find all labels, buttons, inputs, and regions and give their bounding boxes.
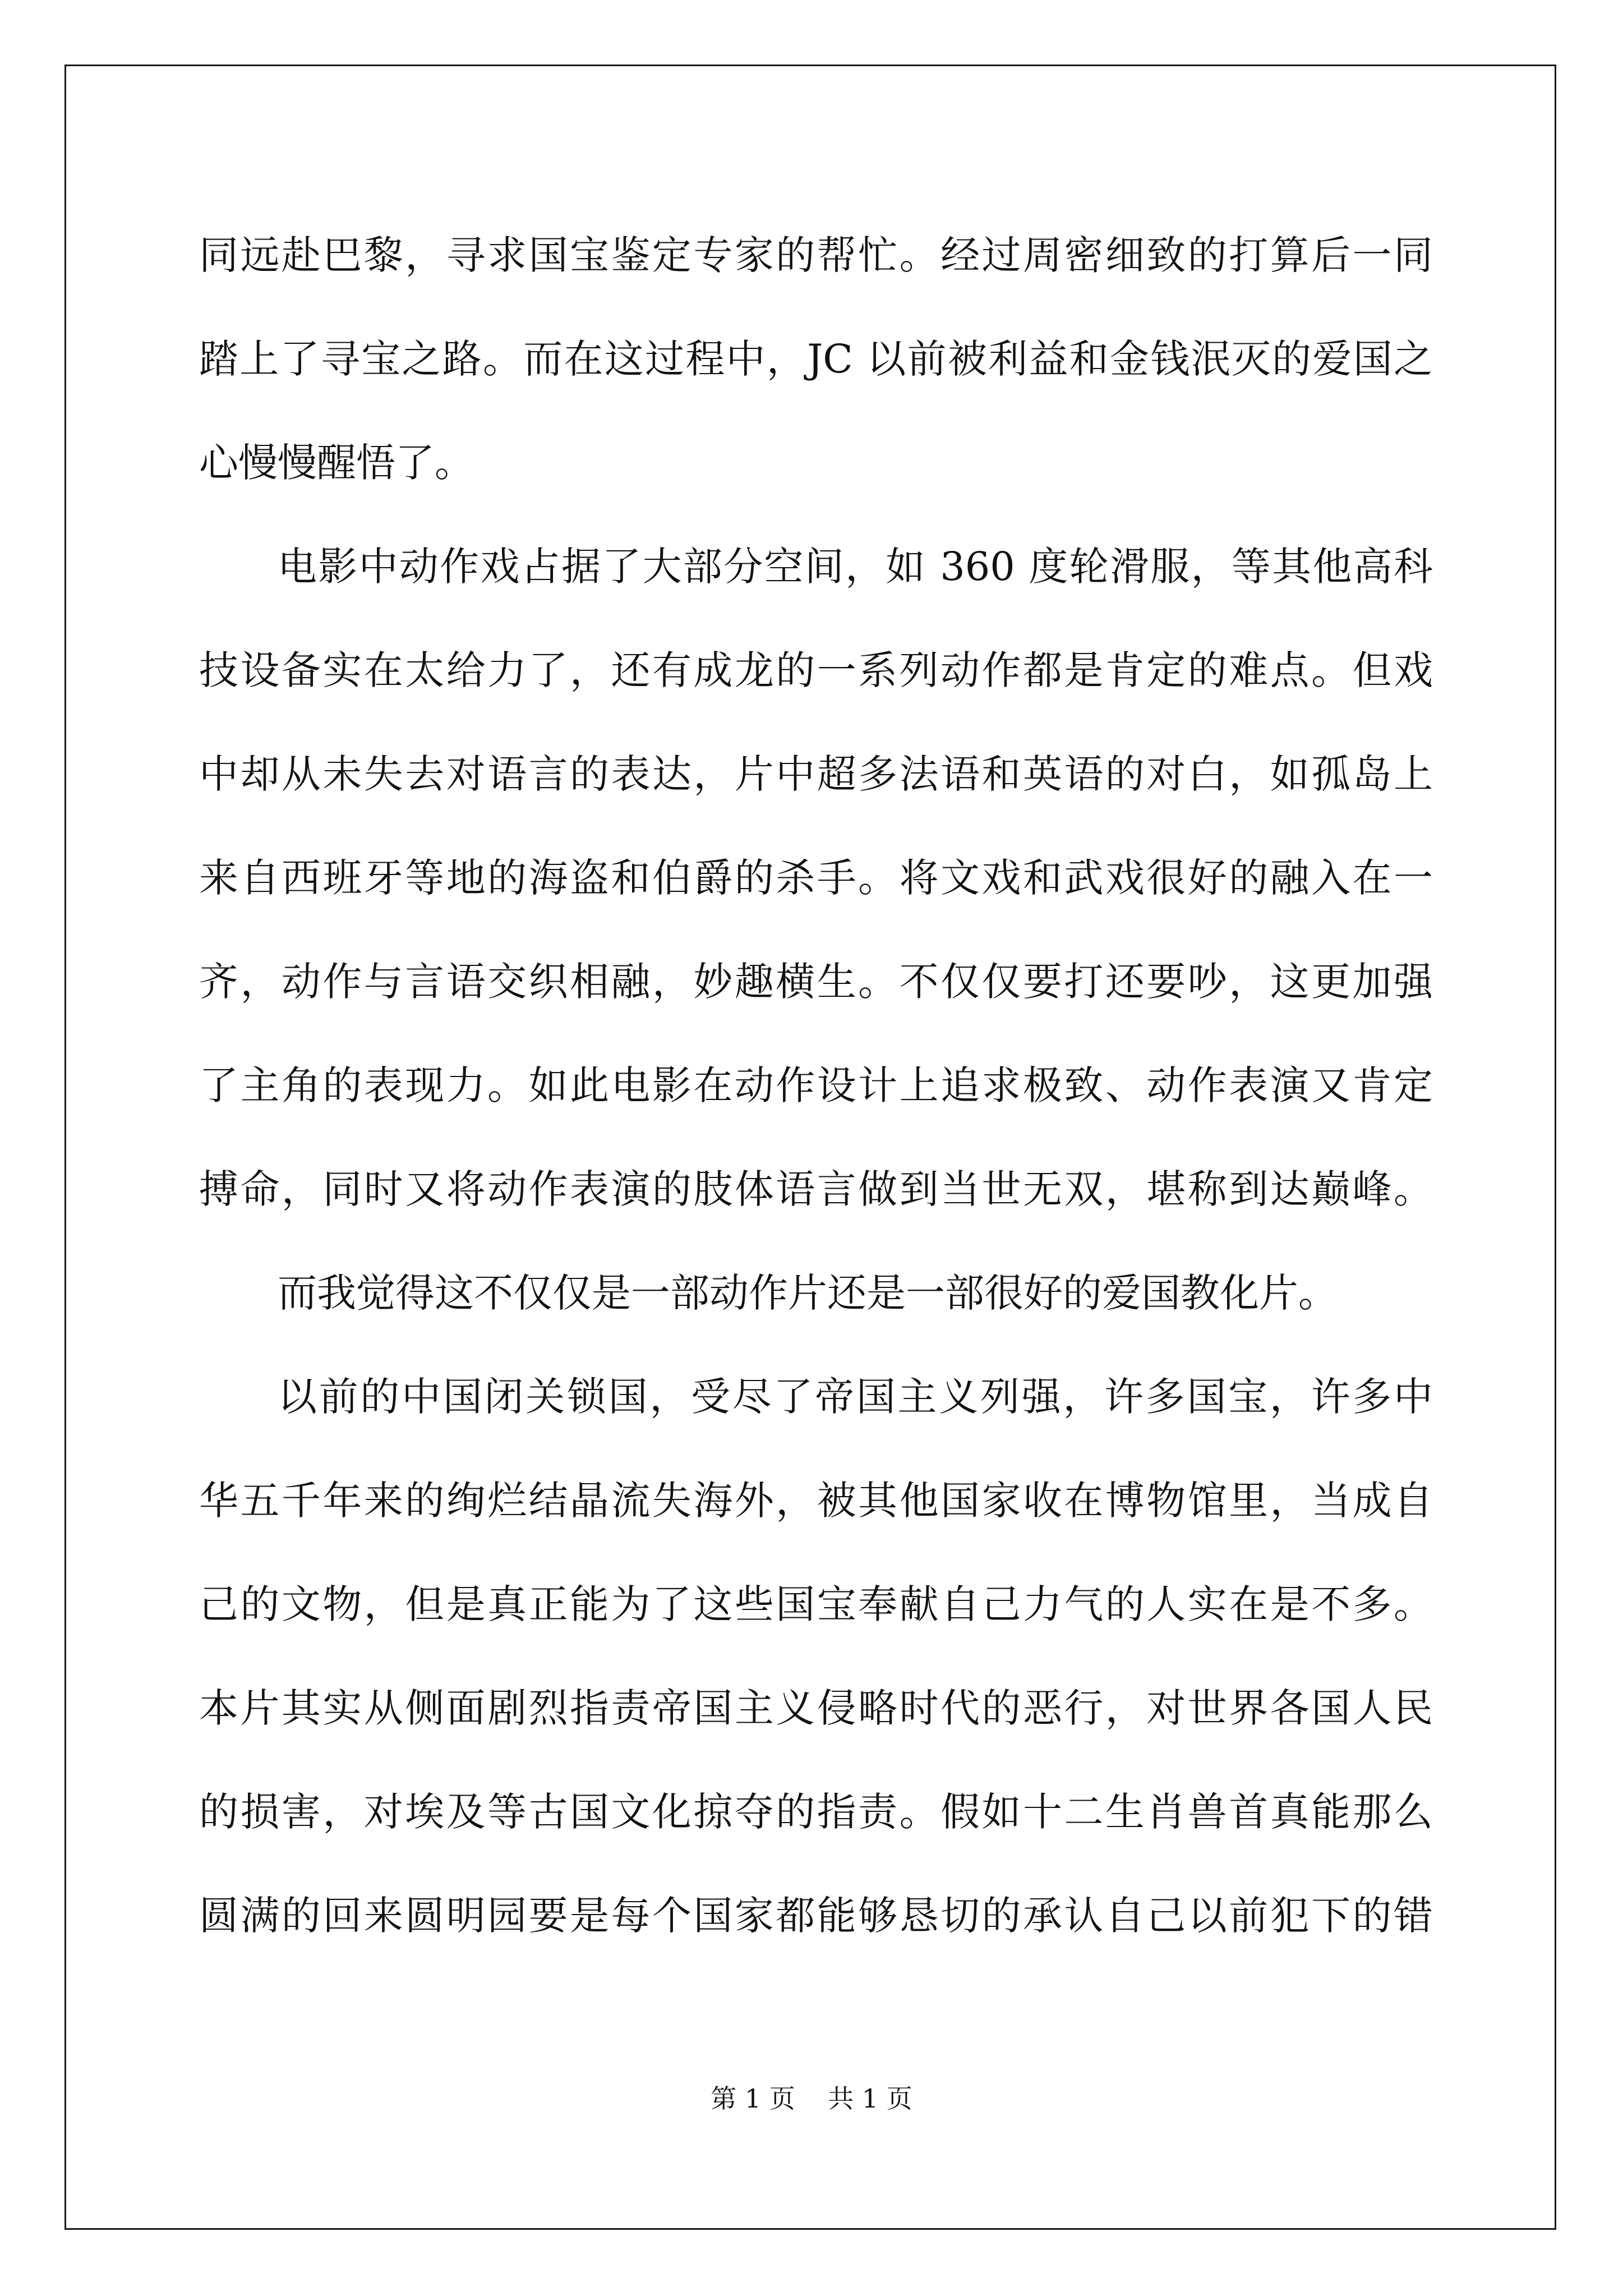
text-line: 电影中动作戏占据了大部分空间，如 360 度轮滑服，等其他高科	[278, 544, 1433, 590]
text-line: 己的文物，但是真正能为了这些国宝奉献自己力气的人实在是不多。	[199, 1581, 1433, 1627]
text-line: 齐，动作与言语交织相融，妙趣横生。不仅仅要打还要吵，这更加强	[199, 959, 1433, 1005]
text-line: 以前的中国闭关锁国，受尽了帝国主义列强，许多国宝，许多中	[278, 1374, 1433, 1420]
text-line: 中却从未失去对语言的表达，片中超多法语和英语的对白，如孤岛上	[199, 751, 1433, 797]
text-line: 了主角的表现力。如此电影在动作设计上追求极致、动作表演又肯定	[199, 1062, 1433, 1108]
text-line: 搏命，同时又将动作表演的肢体语言做到当世无双，堪称到达巅峰。	[199, 1166, 1433, 1212]
text-line: 同远赴巴黎，寻求国宝鉴定专家的帮忙。经过周密细致的打算后一同	[199, 232, 1433, 278]
text-line: 而我觉得这不仅仅是一部动作片还是一部很好的爱国教化片。	[278, 1270, 1338, 1316]
text-line: 圆满的回来圆明园要是每个国家都能够恳切的承认自己以前犯下的错	[199, 1893, 1433, 1939]
text-line: 技设备实在太给力了，还有成龙的一系列动作都是肯定的难点。但戏	[199, 647, 1433, 693]
text-line: 心慢慢醒悟了。	[199, 440, 474, 486]
text-line: 华五千年来的绚烂结晶流失海外，被其他国家收在博物馆里，当成自	[199, 1478, 1433, 1524]
text-line: 本片其实从侧面剧烈指责帝国主义侵略时代的恶行，对世界各国人民	[199, 1685, 1433, 1731]
text-line: 的损害，对埃及等古国文化掠夺的指责。假如十二生肖兽首真能那么	[199, 1789, 1433, 1835]
text-line: 踏上了寻宝之路。而在这过程中，JC 以前被利益和金钱泯灭的爱国之	[199, 336, 1433, 382]
page-footer: 第 1 页 共 1 页	[711, 2083, 912, 2114]
text-line: 来自西班牙等地的海盗和伯爵的杀手。将文戏和武戏很好的融入在一	[199, 855, 1433, 901]
